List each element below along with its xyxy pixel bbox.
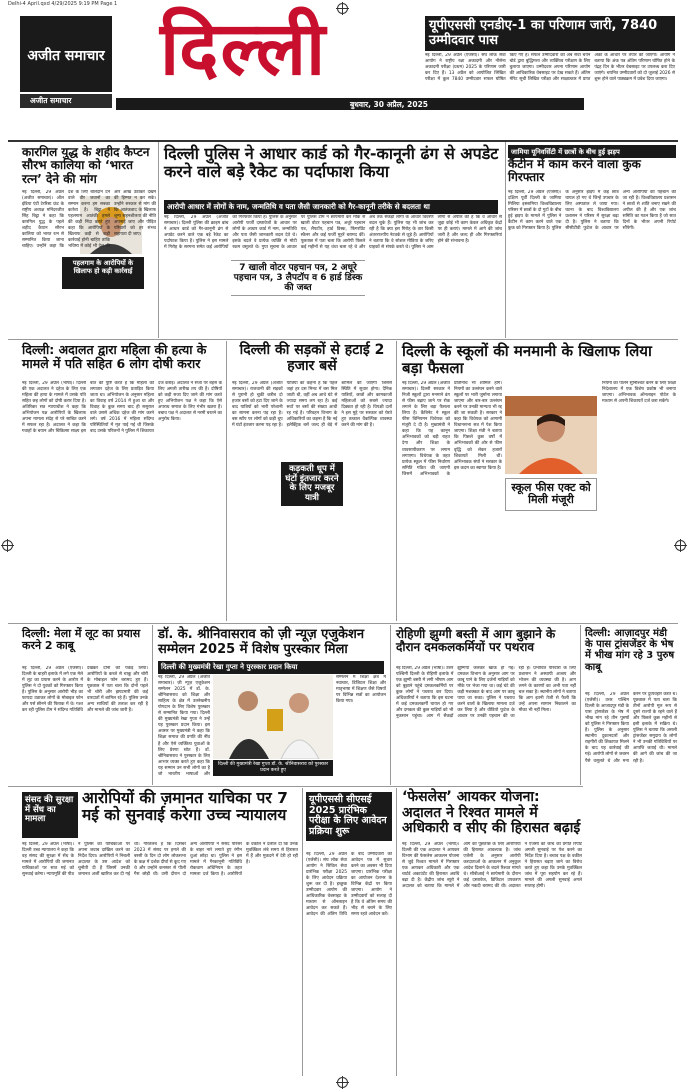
buses-callout: कड़कती धूप में घंटों इंतजार करने के लिए मजबूर यात्री (281, 462, 343, 506)
tax-body: नई दिल्ली, 29 अप्रैल (भाषा)। दिल्ली की एक अदालत ने आयकर विभाग की फेसलेस आकलन योजना से जुड़े रिश्वत मामले में गिरफ्तार एक आयकर अधिकारी और एक चार्टर्ड अकाउंटेंट की हिरासत अवधि बढ़ा दी है। केंद्रीय जांच ब्यूरो ने अदालत को बताया कि मामले में आगे की पूछताछ के लिए आरोपियों की हिरासत आवश्यक है। जांच एजेंसी के अनुसार आरोपी करदाताओं के आकलन में अनुकूल आदेश दिलाने के बदले रिश्वत मांगते थे। सीबीआई ने छापेमारी के दौरान कई दस्तावेज, डिजिटल उपकरण और नकदी बरामद की थी। अदालत ने एजेंसी को जांच की प्रगति रिपोर्ट अगली सुनवाई पर पेश करने का निर्देश दिया है। बचाव पक्ष के वकील ने हिरासत बढ़ाए जाने का विरोध करते हुए कहा कि उनके मुवक्किल जांच में पूरा सहयोग कर रहे हैं। मामले की अगली सुनवाई अगले सप्ताह होगी। (402, 842, 582, 890)
kargil-body: नई दिल्ली, 29 अप्रैल (अजीत समाचार)। ऑल इंडिया एंटी टेररिस्ट फ्रंट के राष्ट्रीय अध्यक्ष मनिंदरजीत सिंह बिट्टा ने कहा कि कारगिल युद्ध के पहले शहीद कैप्टन सौरभ कालिया को भारत रत्न से सम्मानित किया जाना चाहिए। उन्होंने कहा कि देश के लिए बलिदान देने वाले वीर जवानों का सम्मान करना हम सबका कर्तव्य है। बिट्टा ने पहलगाम आतंकी हमले की कड़ी निंदा करते हुए कहा कि आरोपियों के खिलाफ कड़ी से कड़ी कार्रवाई होनी चाहिए ताकि भविष्य में कोई भी देश की ओर आंख उठाकर देखने की हिम्मत न कर सके। उन्होंने सरकार से मांग की कि आतंकवाद के खिलाफ शून्य सहनशीलता की नीति अपनाई जाए और पीड़ित परिवारों को हर संभव सहायता दी जाए। (22, 190, 156, 250)
award-strap: दिल्ली की मुख्यमंत्री रेखा गुप्ता ने पुरस्कार प्रदान किया (158, 661, 384, 674)
schools-body: नई दिल्ली, 29 अप्रैल (अजीत समाचार)। दिल्ली सरकार ने निजी स्कूलों द्वारा मनमाने ढंग से फीस बढ़ाए जाने पर रोक लगाने के लिए बड़ा फैसला लिया है। कैबिनेट ने स्कूल फीस विनियमन विधेयक को मंजूरी दे दी है। मुख्यमंत्री ने कहा कि यह कानून अभिभावकों को बड़ी राहत देगा और शिक्षा के व्यवसायीकरण पर लगाम लगाएगा। विधेयक के तहत प्रत्येक स्कूल में फीस निर्धारण समिति गठित की जाएगी जिसमें अभिभावकों के प्रतिनिधि भी शामिल होंगे। नियमों का उल्लंघन करने वाले स्कूलों पर भारी जुर्माना लगाया जाएगा और बार-बार उल्लंघन करने पर उनकी मान्यता भी रद्द की जा सकती है। सरकार ने कहा कि विधेयक को आगामी विधानसभा सत्र में पेश किया जाएगा। शिक्षा मंत्री ने बताया कि पिछले कुछ वर्षों में अभिभावकों की ओर से फीस वृद्धि को लेकर हजारों शिकायतें मिली थीं। अभिभावक संघों ने सरकार के इस कदम का स्वागत किया है। (402, 381, 502, 477)
buses-body: नई दिल्ली, 29 अप्रैल (अजीत समाचार)। राजधानी की सड़कों से पुरानी हो चुकी करीब दो हजार बसों को हटा दिए जाने के बाद यात्रियों को भारी परेशानी का सामना करना पड़ रहा है। बस स्टॉप पर लोगों को कड़ी धूप में घंटों इंतजार करना पड़ रहा है। यात्रियों का कहना है कि पहले जहां हर दस मिनट में बस मिल जाती थी, वहीं अब आधे घंटे से ज्यादा समय लग रहा है। कई रूटों पर बसों की संख्या आधी रह गई है। परिवहन विभाग के अधिकारियों का कहना है कि नई इलेक्ट्रिक बसें जल्द ही बेड़े में शामिल की जाएंगी जिससे स्थिति में सुधार होगा। दैनिक यात्रियों, छात्रों और कामकाजी महिलाओं को सबसे ज्यादा दिक्कत हो रही है। विपक्षी दलों ने इस मुद्दे पर सरकार को घेरते हुए तत्काल वैकल्पिक व्यवस्था करने की मांग की है। (232, 381, 392, 429)
mela-body: नई दिल्ली, 29 अप्रैल (एजेंसी)। दिल्ली के बाहरी इलाके में लगे एक मेले में लूट का प्रयास करने के आरोप में पुलिस ने दो युवकों को गिरफ्तार किया है। पुलिस के अनुसार आरोपी भीड़ का फायदा उठाकर लोगों के मोबाइल फोन और पर्स छीनने की फिराक में थे। गश्त कर रही पुलिस टीम ने संदिग्ध गतिविधि देखकर दोनों को पकड़ लिया। आरोपियों के कब्जे से चाकू और चोरी के मोबाइल फोन बरामद हुए हैं। पूछताछ में पता चला कि दोनों पहले भी चोरी और झपटमारी की कई वारदातों में शामिल रहे हैं। पुलिस उनके अन्य साथियों की तलाश कर रही है और मामले की जांच जारी है। (22, 666, 148, 714)
brand-strip-label: अजीत समाचार (30, 96, 72, 105)
schools-headline: दिल्ली के स्कूलों की मनमानी के खिलाफ लिया बड़ा फैसला (402, 342, 652, 377)
azadpur-body: नई दिल्ली, 29 अप्रैल (एजेंसी)। उत्तर पश्चिम दिल्ली के आजादपुर मंडी के पास ट्रांसजेंडर के भेष में भीख मांग रहे तीन पुरुषों को पुलिस ने गिरफ्तार किया है। पुलिस के अनुसार स्थानीय दुकानदारों और राहगीरों की शिकायत मिलने के बाद यह कार्रवाई की गई। आरोपी लोगों से जबरन पैसे वसूलते थे और मना करने पर दुर्व्यवहार करते थे। पूछताछ में पता चला कि तीनों आरोपी मूल रूप से दूसरे राज्यों के रहने वाले हैं और पिछले कुछ महीनों से इसी इलाके में सक्रिय थे। पुलिस ने बताया कि असली ट्रांसजेंडर समुदाय के लोगों ने भी उनकी गतिविधियों पर आपत्ति जताई थी। मामले की आगे की जांच की जा रही है। (585, 692, 677, 764)
award-caption: दिल्ली की मुख्यमंत्री रेखा गुप्ता डॉ. के. श्रीनिवासराव को पुरस्कार प्रदान करते हुए (213, 760, 333, 776)
issue-date: बुधवार, 30 अप्रैल, 2025 (350, 100, 428, 109)
award-headline: डॉ. के. श्रीनिवासराव को ज़ी न्यूज़ एजुकेशन सम्मेलन 2025 में विशेष पुरस्कार मिला (158, 627, 365, 657)
jamia-body: नई दिल्ली, 29 अप्रैल (एजेंसी)। दक्षिण पूर्वी दिल्ली के जामिया मिलिया इस्लामिया विश्वविद्यालय परिसर में छात्रों के दो गुटों के बीच हुई झड़प के मामले में पुलिस ने कैंटीन में काम करने वाले एक कुक को गिरफ्तार किया है। पुलिस के अनुसार झड़प में कई छात्र घायल हो गए थे जिन्हें उपचार के लिए अस्पताल ले जाया गया। घटना के बाद विश्वविद्यालय प्रशासन ने परिसर में सुरक्षा बढ़ा दी है। पुलिस ने बताया कि सीसीटीवी फुटेज के आधार पर अन्य आरोपियों की पहचान की जा रही है। विश्वविद्यालय प्रशासन ने छात्रों से शांति बनाए रखने की अपील की है और एक जांच समिति का गठन किया है जो सात दिनों के भीतर अपनी रिपोर्ट सौंपेगी। (508, 190, 676, 232)
registration-mark-icon (675, 540, 686, 551)
jamia-headline: कैंटीन में काम करने वाला कुक गिरफ्तार (508, 157, 641, 185)
court-murder-headline: दिल्ली: अदालत द्वारा महिला की हत्या के मामले में पति सहित 6 लोग दोषी करार (22, 342, 207, 371)
award-body-cont: सम्मेलन में शिक्षा क्षेत्र में नवाचार, डिजिटल शिक्षा और मातृभाषा में शिक्षण जैसे विषयों पर विभिन्न सत्रों का आयोजन किया गया। (336, 675, 386, 705)
upsc-prelim-headline: यूपीएससी सीएसई 2025 प्रारंभिक परीक्षा के लिए आवेदन प्रक्रिया शुरू (306, 792, 392, 841)
lead-strap: आरोपी आधार में लोगों के नाम, जन्मतिथि व पता जैसी जानकारी को गैर-कानूनी तरीके से बदलता था (164, 200, 498, 214)
parliament-tag: संसद की सुरक्षा में सेंध का मामला (22, 792, 78, 838)
jamia-banner: जामिया यूनिवर्सिटी में छात्रों के बीच हुई झड़प (508, 145, 676, 158)
registration-mark-icon (2, 540, 13, 551)
fire-headline: रोहिणी झुग्गी बस्ती में आग बुझाने के दौरान दमकलकर्मियों पर पथराव (396, 627, 556, 655)
mela-headline: दिल्ली: मेला में लूट का प्रयास करने 2 काबू (22, 627, 141, 653)
lead-seizure-box: 7 खाली वोटर पहचान पत्र, 2 अधूरे पहचान पत्र, 3 लैपटॉप व 6 हार्ड डिस्क की जब्त (231, 260, 365, 296)
masthead-title: दिल्ली (160, 6, 328, 92)
azadpur-headline: दिल्ली: आज़ादपुर मंडी के पास ट्रांसजेंडर के भेष में भीख मांग रहे 3 पुरुष काबू (585, 628, 675, 673)
schools-photo-caption: स्कूल फीस एक्ट को मिली मंजूरी (505, 478, 597, 511)
tax-headline: ‘फेसलेस’ आयकर योजना: अदालत ने रिश्वत मामले में अधिकारी व सीए की हिरासत बढ़ाई (402, 789, 581, 837)
award-body: नई दिल्ली, 29 अप्रैल (अजीत समाचार)। ज़ी न्यूज़ एजुकेशन सम्मेलन 2025 में डॉ. के. श्रीनिवासराव को शिक्षा और साहित्य के क्षेत्र में उल्लेखनीय योगदान के लिए विशेष पुरस्कार से सम्मानित किया गया। दिल्ली की मुख्यमंत्री रेखा गुप्ता ने उन्हें यह पुरस्कार प्रदान किया। इस अवसर पर मुख्यमंत्री ने कहा कि शिक्षा समाज की प्रगति की नींव है और ऐसे व्यक्तित्व युवाओं के लिए प्रेरणा स्रोत हैं। डॉ. श्रीनिवासराव ने पुरस्कार के लिए आभार व्यक्त करते हुए कहा कि यह सम्मान उन सभी लोगों का है जो भारतीय भाषाओं और (158, 675, 210, 777)
award-photo (213, 675, 333, 759)
nda-result-body: नई दिल्ली, 29 अप्रैल (एजेंसी)। संघ लोक सेवा आयोग ने राष्ट्रीय रक्षा अकादमी और नौसेना अकादमी परीक्षा (प्रथम) 2025 के परिणाम जारी कर दिए हैं। 13 अप्रैल को आयोजित लिखित परीक्षा में कुल 7840 उम्मीदवार सफल घोषित किए गए हैं। सफल उम्मीदवारों को अब सेवा चयन बोर्ड द्वारा बुद्धिमत्ता और व्यक्तित्व परीक्षण के लिए बुलाया जाएगा। उम्मीदवार अपना परिणाम आयोग की आधिकारिक वेबसाइट पर देख सकते हैं। अंतिम मेरिट सूची लिखित परीक्षा और साक्षात्कार में प्राप्त अंकों के आधार पर तैयार की जाएगी। आयोग ने बताया कि अंक पत्र अंतिम परिणाम घोषित होने के पंद्रह दिन के भीतर वेबसाइट पर उपलब्ध करा दिए जाएंगे। चयनित उम्मीदवारों को दो जुलाई 2026 से शुरू होने वाले पाठ्यक्रम में प्रवेश दिया जाएगा। (425, 53, 675, 83)
lead-headline: दिल्ली पुलिस ने आधार कार्ड को गैर-कानूनी ढंग से अपडेट करने वाले बड़े रैकेट का पर्दाफाश किया (164, 144, 499, 181)
registration-mark-icon (337, 1077, 348, 1088)
court-murder-body: नई दिल्ली, 29 अप्रैल (भाषा)। दिल्ली की एक अदालत ने दहेज के लिए एक महिला की हत्या के मामले में उसके पति सहित छह लोगों को दोषी करार दिया है। अतिरिक्त सत्र न्यायाधीश ने कहा कि अभियोजन पक्ष आरोपियों के खिलाफ अपना मामला संदेह से परे साबित करने में सफल रहा है। अदालत ने कहा कि गवाहों के बयान और चिकित्सा साक्ष्य इस बात की पुष्टि करते हैं कि महिला को लगातार दहेज के लिए प्रताड़ित किया जाता था। अभियोजन के अनुसार महिला का विवाह वर्ष 2014 में हुआ था और विवाह के कुछ समय बाद ही ससुराल वाले उससे अधिक दहेज की मांग करने लगे। वर्ष 2016 में महिला संदिग्ध परिस्थितियों में मृत पाई गई थी जिसके बाद उसके परिजनों ने पुलिस में शिकायत दर्ज कराई। अदालत ने सजा पर बहस के लिए अगली तारीख तय की है। दोषियों को कड़ी सजा दिए जाने की मांग करते हुए अभियोजन पक्ष ने कहा कि ऐसे अपराध समाज के लिए गंभीर खतरा हैं। बचाव पक्ष ने अदालत से नरमी बरतने का अनुरोध किया। (22, 381, 222, 435)
bail-body: नई दिल्ली, 29 अप्रैल (भाषा)। दिल्ली उच्च न्यायालय ने कहा कि वह संसद की सुरक्षा में सेंध के मामले में आरोपियों की जमानत याचिकाओं पर सात मई को सुनवाई करेगा। न्यायमूर्ति की पीठ ने पुलिस को याचिकाओं पर अपना जवाब दाखिल करने का निर्देश दिया। आरोपियों ने निचली अदालत के उस आदेश को चुनौती दी है जिसमें उनकी जमानत अर्जी खारिज कर दी गई थी। गौरतलब है कि दिसंबर 2023 में संसद पर हमले की बरसी के दिन दो लोग लोकसभा के कक्ष में दर्शक दीर्घा से कूद गए थे और उन्होंने कनस्तर से पीली गैस छोड़ी थी। उसी दौरान दो अन्य आरोपियों ने संसद परिसर के बाहर नारे लगाते हुए रंगीन धुआं छोड़ा था। पुलिस ने इस मामले में गैरकानूनी गतिविधि रोकथाम अधिनियम के तहत मामला दर्ज किया है। आरोपियों के वकील ने दलील दी कि उनके मुवक्किल लंबे समय से हिरासत में हैं और मुकदमे में देरी हो रही है। (22, 842, 298, 878)
schools-body-cont: नियमों का पालन सुनिश्चित करने के लिए शिक्षा निदेशालय में एक विशेष प्रकोष्ठ भी बनाया जाएगा। अभिभावक ऑनलाइन पोर्टल के माध्यम से अपनी शिकायतें दर्ज करा सकेंगे। (602, 381, 676, 405)
registration-mark-icon (337, 3, 348, 14)
lead-body: नई दिल्ली, 29 अप्रैल (अजीत समाचार)। दिल्ली पुलिस की क्राइम ब्रांच ने आधार कार्ड को गैर-कानूनी ढंग से अपडेट करने वाले एक बड़े रैकेट का पर्दाफाश किया है। पुलिस ने इस मामले में गिरोह के सरगना समेत कई आरोपियों को गिरफ्तार किया है। पुलिस के अनुसार आरोपी फर्जी दस्तावेजों के आधार पर लोगों के आधार कार्ड में नाम, जन्मतिथि और पता जैसी जानकारी बदल देते थे। इसके बदले वे प्रत्येक व्यक्ति से मोटी रकम वसूलते थे। गुप्त सूचना के आधार पर पुलिस टीम ने छापेमारी कर मौके से खाली वोटर पहचान पत्र, अधूरे पहचान पत्र, लैपटॉप, हार्ड डिस्क, फिंगरप्रिंट स्कैनर और कई फर्जी मुहरें बरामद कीं। पूछताछ में पता चला कि आरोपी पिछले कई महीनों से यह धंधा चला रहे थे और अब तक सैकड़ों लोगों के आधार विवरण बदल चुके हैं। पुलिस यह भी जांच कर रही है कि क्या इस गिरोह के तार किसी अंतरराज्यीय नेटवर्क से जुड़े हैं। आरोपियों ने बताया कि वे सोशल मीडिया के जरिए ग्राहकों से संपर्क करते थे। पुलिस ने आम लोगों से अपील की है कि वे आधार से जुड़ा कोई भी काम केवल अधिकृत केंद्रों पर ही कराएं। मामले में आगे की जांच जारी है और जल्द ही और गिरफ्तारियां होने की संभावना है। (164, 215, 502, 251)
fire-body: नई दिल्ली, 29 अप्रैल (भाषा)। उत्तर पश्चिमी दिल्ली के रोहिणी इलाके में एक झुग्गी बस्ती में लगी भीषण आग को बुझाने पहुंचे दमकलकर्मियों पर कुछ लोगों ने पथराव कर दिया। अधिकारियों ने बताया कि इस घटना में कई दमकलकर्मी घायल हो गए और दमकल की कुछ गाड़ियों को भी नुकसान पहुंचा। आग में सैकड़ों झुग्गियां जलकर खाक हो गईं। दमकल विभाग के अनुसार आग पर काबू पाने के लिए दर्जनों गाड़ियों को मौके पर भेजा गया था। कई घंटे की कड़ी मशक्कत के बाद आग पर काबू पाया जा सका। पुलिस ने पथराव करने वालों के खिलाफ मामला दर्ज कर लिया है और वीडियो फुटेज के आधार पर उनकी पहचान की जा रही है। प्रभावित परिवारों के लिए प्रशासन ने अस्थायी आश्रय और भोजन की व्यवस्था की है। आग लगने के कारणों का अभी पता नहीं चल सका है। स्थानीय लोगों ने बताया कि आग इतनी तेजी से फैली कि उन्हें अपना सामान निकालने का मौका भी नहीं मिला। (396, 666, 576, 720)
bail-headline: आरोपियों की ज़मानत याचिका पर 7 मई को सुनवाई करेगा उच्च न्यायालय (82, 789, 288, 825)
cm-photo (505, 396, 597, 474)
buses-headline: दिल्ली की सड़कों से हटाई 2 हजार बसें (239, 342, 385, 374)
upsc-prelim-body: नई दिल्ली, 29 अप्रैल (एजेंसी)। संघ लोक सेवा आयोग ने सिविल सेवा प्रारंभिक परीक्षा 2025 के लिए आवेदन प्रक्रिया शुरू कर दी है। इच्छुक उम्मीदवार आयोग की आधिकारिक वेबसाइट के माध्यम से ऑनलाइन आवेदन कर सकते हैं। आवेदन की अंतिम तिथि के बाद उम्मीदवारों को आवेदन पत्र में सुधार करने का अवसर भी दिया जाएगा। प्रारंभिक परीक्षा का आयोजन देशभर के विभिन्न केंद्रों पर किया जाएगा। आयोग ने उम्मीदवारों को सलाह दी है कि वे अंतिम समय की भीड़ से बचने के लिए समय रहते आवेदन करें। (306, 852, 392, 918)
print-slug: Delhi-4 April.qxd 4/29/2025 9:19 PM Page 1 (8, 1, 118, 7)
kargil-caption: पहलगाम के आरोपियों के खिलाफ हो कड़ी कार्रवाई (72, 259, 134, 275)
brand-box-label: अजीत समाचार (27, 48, 105, 64)
kargil-headline: कारगिल युद्ध के शहीद कैप्टन सौरभ कालिया को ‘भारत रत्न’ देने की मांग (22, 145, 150, 186)
nda-result-headline: यूपीएससी एनडीए-1 का परिणाम जारी, 7840 उम्मीदवार पास (425, 16, 675, 51)
